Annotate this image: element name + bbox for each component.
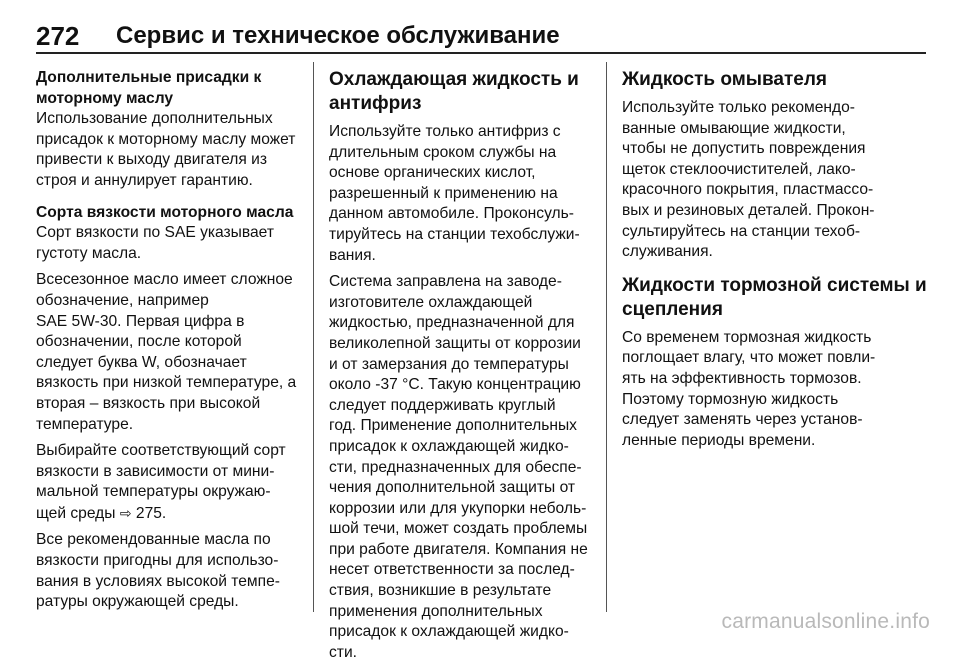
- paragraph-viscosity-4: Все рекомендованные масла по вязкости пригодны для использо- вания в условиях высокой темпе- ратуры окружающей среды.: [36, 531, 280, 611]
- section-heading-washer-fluid: Жидкость омывателя: [622, 69, 828, 90]
- column-divider-2: [606, 62, 607, 612]
- paragraph-viscosity-3: Выбирайте соответствующий сорт вязкости в зависимости от мини- мальной температуры окружаю- щей среды ⇨ 275.: [36, 442, 286, 522]
- page-title: Сервис и техническое обслуживание: [116, 22, 560, 49]
- paragraph-brake-fluid: Со временем тормозная жидкость поглощает влагу, что может повли- ять на эффективность тормозов. Поэтому тормозную жидкость следует заменять через установ- ленные периоды времени.: [622, 328, 876, 449]
- header-rule: [36, 52, 926, 54]
- section-heading-brake-fluid: Жидкости тормозной системы и сцепления: [622, 274, 927, 320]
- column-2: [329, 68, 599, 663]
- paragraph-viscosity-2: Всесезонное масло имеет сложное обозначение, например SAE 5W-30. Первая цифра в обозначении, после которой следует буква W, обозначает вязкость при низкой температуре, а вторая – вязкость при высокой температуре.: [36, 271, 297, 433]
- cross-reference-link[interactable]: 275.: [135, 504, 167, 522]
- paragraph-coolant-2: Система заправлена на заводе- изготовителе охлаждающей жидкостью, предназначенной для великолепной защиты от коррозии и от замерзания до температуры около -37 °C. Такую концентрацию следует поддерживать круглый год. Применение дополнительных присадок к охлаждающей жидко- сти, предназначенных для обеспе- чения дополнительной защиты от коррозии или для укупорки неболь- шой течи, может создать проблемы при работе двигателя. Компания не несет ответственности за послед- ствия, возникшие в результате применения дополнительных присадок к охлаждающей жидко- сти.: [329, 273, 588, 661]
- paragraph-washer-fluid: Используйте только рекомендо- ванные омывающие жидкости, чтобы не допустить повреждения щеток стеклоочистителей, лако- красочного покрытия, пластмассо- вых и резиновых деталей. Прокон- сультируйтесь на станции техоб- служивания.: [622, 99, 875, 261]
- section-heading-coolant: Охлаждающая жидкость и антифриз: [329, 69, 579, 114]
- section-heading-viscosity: Сорта вязкости моторного масла: [36, 203, 294, 221]
- column-divider-1: [313, 62, 314, 612]
- watermark: carmanualsonline.info: [721, 610, 930, 633]
- column-3: [622, 68, 927, 451]
- paragraph-additives: Использование дополнительных присадок к моторному маслу может привести к выходу двигателя из строя и аннулирует гарантию.: [36, 110, 296, 189]
- page-number: 272: [36, 20, 80, 51]
- column-1: [36, 68, 304, 613]
- cross-reference-arrow-icon: ⇨: [119, 504, 132, 521]
- paragraph-coolant-1: Используйте только антифриз с длительным сроком службы на основе органических кислот, разрешенный к применению на данном автомобиле. Проконсуль- тируйтесь на станции техобслужи- вания.: [329, 123, 580, 264]
- page-header: [36, 18, 926, 54]
- paragraph-viscosity-1: Сорт вязкости по SAE указывает густоту масла.: [36, 224, 274, 262]
- section-heading-additives: Дополнительные присадки к моторному маслу: [36, 69, 262, 107]
